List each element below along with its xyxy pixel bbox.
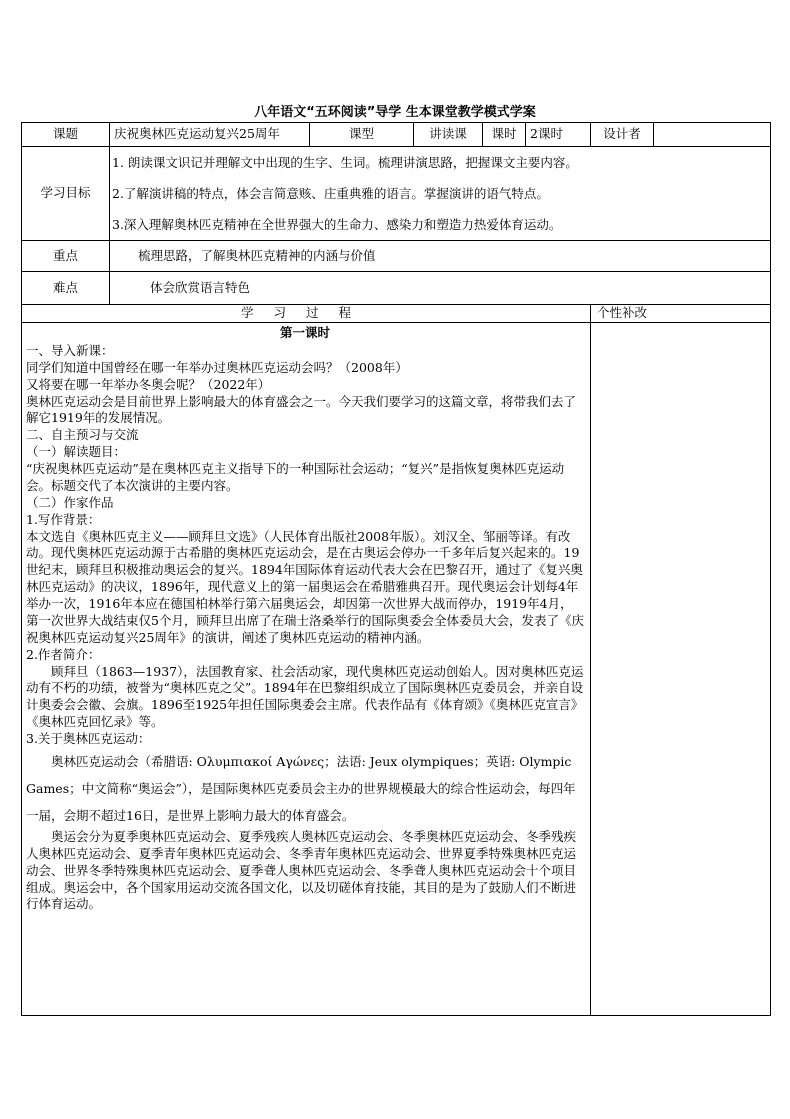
games-paragraph: 奥运会分为夏季奥林匹克运动会、夏季残疾人奥林匹克运动会、冬季奥林匹克运动会、冬季残疾人奥林匹克运动会、夏季青年奥林匹克运动会、冬季青年奥林匹克运动会、世界夏季特殊奥林匹克运动会、世界冬季特殊奥林匹克运动会、夏季聋人奥林匹克运动会、冬季聋人奥林匹克运动会十个项目组成。奥运会中，各个国家用运动交流各国文化，以及切磋体育技能，其目的是为了鼓励人们不断进行体育运动。 <box>26 828 577 912</box>
process-header-row <box>22 305 771 323</box>
type-value: 讲读课 <box>414 123 483 147</box>
intro-paragraph: 奥林匹克运动会是目前世界上影响最大的体育盛会之一。今天我们要学习的这篇文章，将带我们去了解它1919年的发展情况。 <box>26 393 577 426</box>
hours-label: 课时 <box>483 123 526 147</box>
difficulty-row <box>22 272 771 305</box>
difficulty-label: 难点 <box>22 272 110 305</box>
author-paragraph: 顾拜旦（1863—1937），法国教育家、社会活动家，现代奥林匹克运动创始人。因对奥林匹克运动有不朽的功绩，被誉为“奥林匹克之父”。1894年在巴黎组织成立了国际奥林匹克委员会，并亲自设计奥委会会徽、会旗。1896至1925年担任国际奥委会主席。代表作品有《体育颂》《奥林匹克宣言》《奥林匹克回忆录》等。 <box>26 663 584 730</box>
difficulty-value: 体会欣赏语言特色 <box>110 272 771 305</box>
background-paragraph: 本文选自《奥林匹克主义——顾拜旦文选》（人民体育出版社2008年版）。刘汉全、邹丽等译。有改动。现代奥林匹克运动源于古希腊的奥林匹克运动会，是在古奥运会停办一千多年后复兴起来的。19世纪末，顾拜旦积极推动奥运会的复兴。1894年国际体育运动代表大会在巴黎召开，通过了《复兴奥林匹克运动》的决议，1896年，现代意义上的第一届奥运会在希腊雅典召开。现代奥运会计划每4年举办一次，1916年本应在德国柏林举行第六届奥运会，却因第一次世界大战而停办，1919年4月，第一次世界大战结束仅5个月，顾拜旦出席了在瑞士洛桑举行的国际奥委会全体委员大会，发表了《庆祝奥林匹克运动复兴25周年》的演讲，阐述了奥林匹克运动的精神内涵。 <box>26 528 584 645</box>
question: 同学们知道中国曾经在哪一年举办过奥林匹克运动会吗？（2008年） <box>26 359 408 375</box>
header-row <box>22 123 771 147</box>
process-content <box>22 323 591 1016</box>
process-side-label: 个性补改 <box>591 305 771 323</box>
section-heading: 一、导入新课： <box>26 342 114 358</box>
objectives-label: 学习目标 <box>22 147 110 241</box>
question: 又将要在哪一年举办冬奥会呢？（2022年） <box>26 376 271 392</box>
key-point-label: 重点 <box>22 241 110 272</box>
about-paragraph: 奥林匹克运动会（希腊语: Ολυμπιακοί Αγώνες；法语: Jeux olympiques；英语: Olympic Games；中文简称“奥运会”），是国际奥林匹克委员会主办的世界规模最大的综合性运动会，每四年一届，会期不超过16日，是世界上影响力最大的体育盛会。 <box>26 753 576 823</box>
lesson-title: 第一课时 <box>280 325 331 340</box>
objective-item: 1. 朗读课文识记并理解文中出现的生字、生词。梳理讲演思路，把握课文主要内容。 <box>112 155 578 170</box>
section-heading: 二、自主预习与交流 <box>26 427 139 443</box>
subsection-heading: （一）解读题目： <box>26 444 127 460</box>
lesson-label: 课题 <box>22 123 110 147</box>
lesson-plan-table <box>21 122 771 1016</box>
author-heading: 2.作者简介： <box>26 646 101 662</box>
objectives-row <box>22 147 771 241</box>
process-content-row <box>22 323 771 1016</box>
about-heading: 3.关于奥林匹克运动： <box>26 731 151 746</box>
document-title: 八年语文“五环阅读”导学 生本课堂教学模式学案 <box>254 105 536 120</box>
process-label: 学习过程 <box>241 305 372 321</box>
subsection-heading: （二）作家作品 <box>26 494 114 510</box>
type-label: 课型 <box>310 123 414 147</box>
objectives-list <box>110 147 771 241</box>
notes-column <box>591 323 771 1016</box>
lesson-value: 庆祝奥林匹克运动复兴25周年 <box>110 123 310 147</box>
designer-value <box>654 123 771 147</box>
objective-item: 3.深入理解奥林匹克精神在全世界强大的生命力、感染力和塑造力热爱体育运动。 <box>112 217 562 232</box>
background-heading: 1.写作背景： <box>26 511 101 527</box>
key-point-row <box>22 241 771 272</box>
hours-value: 2课时 <box>526 123 591 147</box>
objective-item: 2.了解演讲稿的特点，体会言简意赅、庄重典雅的语言。掌握演讲的语气特点。 <box>112 186 549 201</box>
topic-paragraph: “庆祝奥林匹克运动”是在奥林匹克主义指导下的一种国际社会运动；“复兴”是指恢复奥林匹克运动会。标题交代了本次演讲的主要内容。 <box>26 461 565 493</box>
key-point-value: 梳理思路，了解奥林匹克精神的内涵与价值 <box>110 241 771 272</box>
designer-label: 设计者 <box>591 123 654 147</box>
